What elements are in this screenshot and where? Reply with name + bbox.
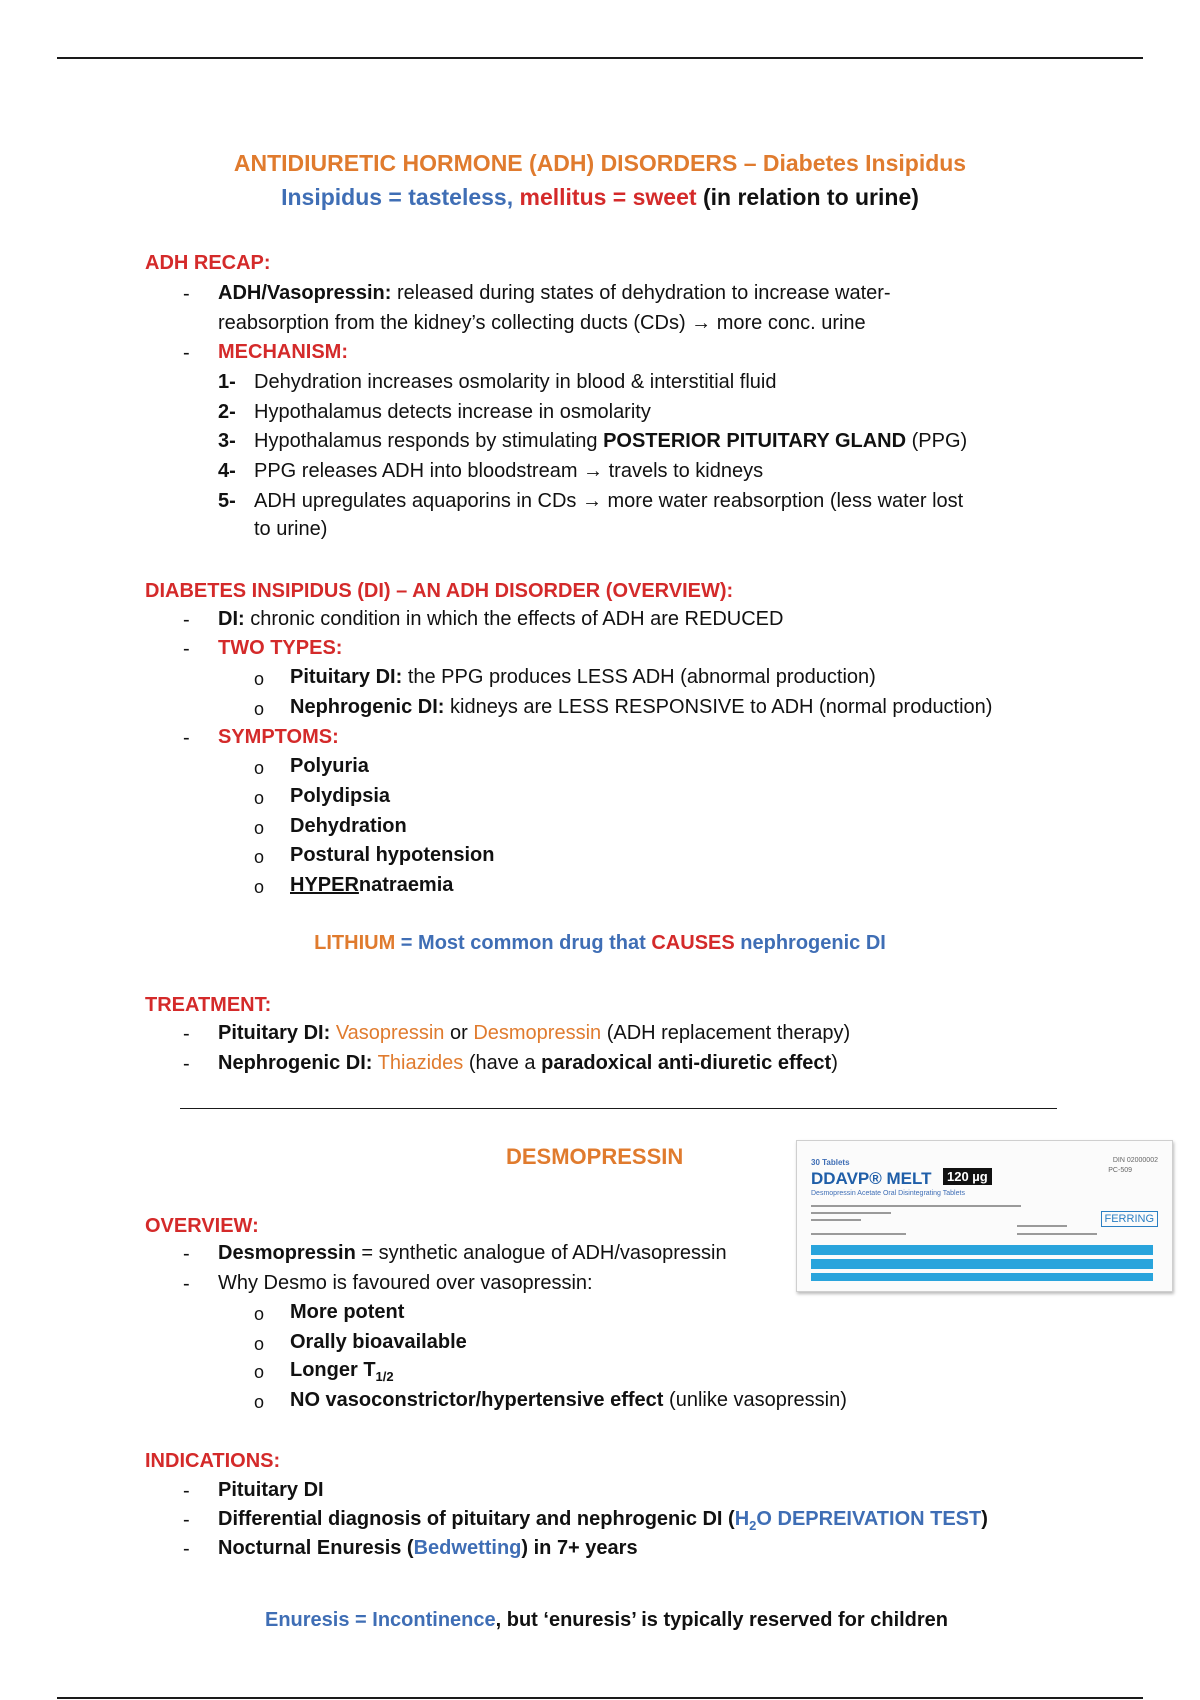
blue-stripe	[811, 1259, 1153, 1269]
bullet-circle: o	[254, 818, 265, 838]
bullet-circle: o	[254, 788, 265, 808]
product-pc: PC-509	[1108, 1167, 1132, 1174]
top-rule	[57, 57, 1143, 59]
bottom-rule	[57, 1697, 1143, 1699]
product-dose: 120 µg	[943, 1168, 992, 1185]
section-divider	[180, 1108, 1057, 1109]
bullet-circle: o	[254, 1334, 265, 1354]
two-types-heading: TWO TYPES:	[218, 637, 343, 659]
overview-heading: OVERVIEW:	[145, 1215, 259, 1237]
mechanism-step: Dehydration increases osmolarity in blood & interstitial fluid	[254, 371, 777, 393]
indication-item: Pituitary DI	[218, 1479, 324, 1501]
step-number: 5-	[218, 490, 236, 512]
symptom-item: Dehydration	[290, 815, 407, 837]
ddavp-product-image	[796, 1140, 1173, 1292]
bullet-circle: o	[254, 1392, 265, 1412]
step-number: 3-	[218, 430, 236, 452]
mechanism-step: Hypothalamus responds by stimulating POSTERIOR PITUITARY GLAND (PPG)	[254, 430, 968, 452]
bullet-circle: o	[254, 847, 265, 867]
di-overview-heading: DIABETES INSIPIDUS (DI) – AN ADH DISORDER (OVERVIEW):	[145, 580, 734, 602]
mechanism-heading: MECHANISM:	[218, 341, 348, 363]
enuresis-note: Enuresis = Incontinence, but ‘enuresis’ is typically reserved for children	[265, 1609, 949, 1631]
step-number: 4-	[218, 460, 236, 482]
symptoms-heading: SYMPTOMS:	[218, 726, 339, 748]
bullet-circle: o	[254, 758, 265, 778]
mechanism-step: PPG releases ADH into bloodstream → travels to kidneys	[254, 460, 764, 482]
step-number: 1-	[218, 371, 236, 393]
desmo-favoured: Why Desmo is favoured over vasopressin:	[218, 1272, 593, 1294]
favour-item: NO vasoconstrictor/hypertensive effect (unlike vasopressin)	[290, 1389, 847, 1411]
symptom-item: Polyuria	[290, 755, 369, 777]
lithium-callout: LITHIUM = Most common drug that CAUSES nephrogenic DI	[314, 932, 886, 954]
bullet-circle: o	[254, 877, 265, 897]
bullet-dash: -	[183, 1053, 190, 1075]
bullet-dash: -	[183, 727, 190, 749]
favour-item: Longer $T_{1/2}$	[290, 1359, 394, 1384]
bullet-dash: -	[183, 1538, 190, 1560]
treatment-nephrogenic: Nephrogenic DI: Thiazides (have a paradoxical anti-diuretic effect)	[218, 1052, 838, 1074]
bullet-circle: o	[254, 669, 265, 689]
bullet-circle: o	[254, 699, 265, 719]
bullet-dash: -	[183, 1023, 190, 1045]
bullet-dash: -	[183, 638, 190, 660]
ferring-logo: FERRING	[1101, 1211, 1159, 1227]
bullet-dash: -	[183, 283, 190, 305]
step-number: 2-	[218, 401, 236, 423]
type-pituitary: Pituitary DI: the PPG produces LESS ADH (abnormal production)	[290, 666, 876, 688]
page-title: ANTIDIURETIC HORMONE (ADH) DISORDERS – Diabetes Insipidus	[233, 150, 967, 176]
bullet-dash: -	[183, 1273, 190, 1295]
desmo-definition: Desmopressin = synthetic analogue of ADH/vasopressin	[218, 1242, 727, 1264]
fine-print	[811, 1212, 891, 1214]
bullet-dash: -	[183, 1480, 190, 1502]
indication-item: Nocturnal Enuresis (Bedwetting) in 7+ years	[218, 1537, 638, 1559]
adh-recap-heading: ADH RECAP:	[145, 252, 271, 274]
indications-heading: INDICATIONS:	[145, 1450, 281, 1472]
mechanism-step-cont: to urine)	[254, 518, 328, 540]
indication-item: Differential diagnosis of pituitary and nephrogenic DI ($H_2O$ DEPREIVATION TEST)	[218, 1508, 988, 1533]
subtitle-insipidus: Insipidus = tasteless,	[281, 184, 514, 210]
symptom-item: HYPERnatraemia	[290, 874, 454, 896]
recap-item-vasopressin: ADH/Vasopressin: released during states of dehydration to increase water-	[218, 282, 891, 304]
treatment-heading: TREATMENT:	[145, 994, 272, 1016]
bullet-circle: o	[254, 1362, 265, 1382]
subtitle-mellitus: mellitus = sweet	[519, 184, 697, 210]
fine-print	[811, 1233, 906, 1235]
treatment-pituitary: Pituitary DI: Vasopressin or Desmopressin (ADH replacement therapy)	[218, 1022, 851, 1044]
blue-stripe	[811, 1273, 1153, 1281]
bullet-dash: -	[183, 1243, 190, 1265]
product-count: 30 Tablets	[811, 1158, 850, 1167]
recap-item-vasopressin-cont: reabsorption from the kidney’s collecting ducts (CDs) → more conc. urine	[218, 312, 866, 334]
bullet-dash: -	[183, 609, 190, 631]
symptom-item: Polydipsia	[290, 785, 391, 807]
fine-print	[1017, 1225, 1067, 1227]
subtitle-note: (in relation to urine)	[702, 184, 919, 210]
symptom-item: Postural hypotension	[290, 844, 495, 866]
type-nephrogenic: Nephrogenic DI: kidneys are LESS RESPONSIVE to ADH (normal production)	[290, 696, 993, 718]
fine-print	[1017, 1233, 1097, 1235]
product-din: DIN 02000002	[1112, 1157, 1158, 1164]
bullet-dash: -	[183, 1509, 190, 1531]
product-generic: Desmopressin Acetate Oral Disintegrating Tablets	[811, 1190, 965, 1197]
mechanism-step: ADH upregulates aquaporins in CDs → more water reabsorption (less water lost	[254, 490, 964, 512]
fine-print	[811, 1205, 1021, 1207]
favour-item: Orally bioavailable	[290, 1331, 467, 1353]
fine-print	[811, 1219, 861, 1221]
bullet-dash: -	[183, 342, 190, 364]
desmopressin-title: DESMOPRESSIN	[506, 1144, 684, 1169]
di-definition: DI: chronic condition in which the effects of ADH are REDUCED	[218, 608, 784, 630]
mechanism-step: Hypothalamus detects increase in osmolarity	[254, 401, 651, 423]
favour-item: More potent	[290, 1301, 405, 1323]
bullet-circle: o	[254, 1304, 265, 1324]
page-subtitle	[0, 184, 1200, 211]
product-brand: DDAVP® MELT	[811, 1169, 932, 1188]
blue-stripe	[811, 1245, 1153, 1255]
